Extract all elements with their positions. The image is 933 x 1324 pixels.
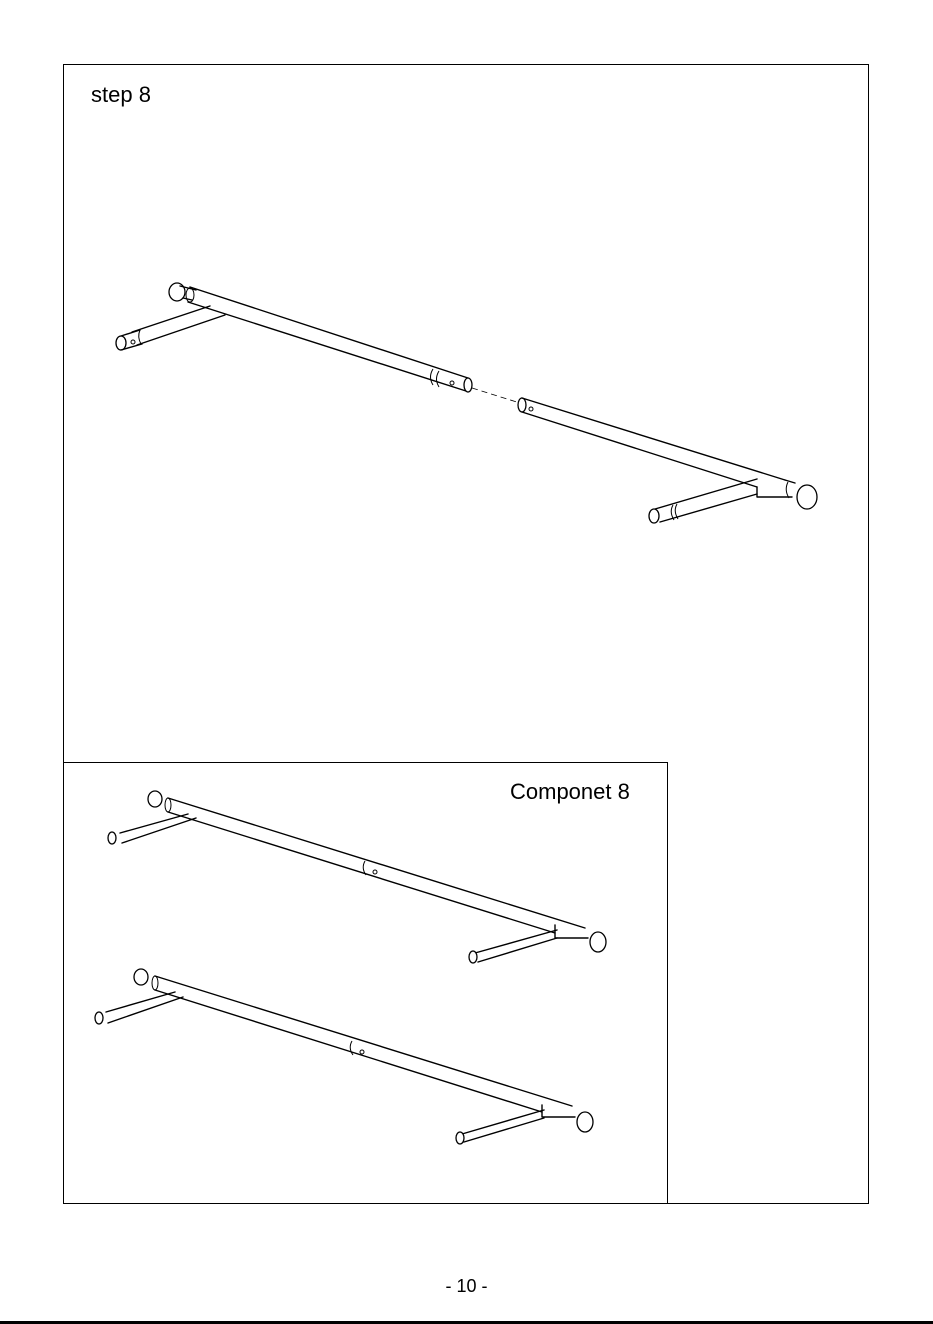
component-1-right-foot — [475, 930, 557, 962]
component-title: Componet 8 — [510, 779, 630, 804]
right-long-tube — [522, 398, 785, 487]
component-2-collar — [152, 976, 158, 990]
component-2-right-foot-end — [456, 1132, 464, 1144]
component-1-right-cap — [590, 932, 606, 952]
right-end-cap — [797, 485, 817, 509]
left-joint-ring — [431, 369, 440, 387]
step-title: step 8 — [91, 82, 151, 107]
component-1-bolt-hole — [373, 870, 377, 874]
left-foot-tube — [132, 306, 225, 345]
component-2-right-foot — [462, 1110, 544, 1142]
alignment-line — [472, 388, 520, 403]
right-collar — [786, 482, 789, 498]
component-2-bolt-hole — [360, 1050, 364, 1054]
component-2-left-cap — [134, 969, 148, 985]
component-2-left-foot-end — [95, 1012, 103, 1024]
left-tube-end — [464, 378, 472, 392]
left-rail-part — [116, 283, 472, 392]
right-bolt-hole — [529, 407, 533, 411]
left-foot-end — [116, 336, 126, 350]
component-1-long-tube — [168, 798, 585, 933]
component-1-right-foot-end — [469, 951, 477, 963]
component-rail-2 — [95, 969, 593, 1144]
left-foot-ring — [139, 330, 141, 344]
left-foot-hole — [131, 340, 135, 344]
component-1-collar — [165, 798, 171, 812]
component-2-long-tube — [155, 976, 572, 1112]
page-number: - 10 - — [445, 1276, 488, 1296]
component-2-left-foot — [106, 992, 183, 1023]
right-corner — [757, 480, 795, 497]
right-rail-part — [518, 398, 817, 523]
component-2-corner — [542, 1105, 575, 1117]
component-2-right-cap — [577, 1112, 593, 1132]
component-rail-1 — [108, 791, 606, 963]
right-foot-tube — [655, 479, 757, 522]
component-1-left-cap — [148, 791, 162, 807]
left-bolt-hole — [450, 381, 454, 385]
component-1-left-foot-end — [108, 832, 116, 844]
right-foot-end — [649, 509, 659, 523]
component-1-left-foot — [120, 814, 196, 843]
right-tube-end — [518, 398, 526, 412]
left-long-tube — [188, 287, 468, 391]
